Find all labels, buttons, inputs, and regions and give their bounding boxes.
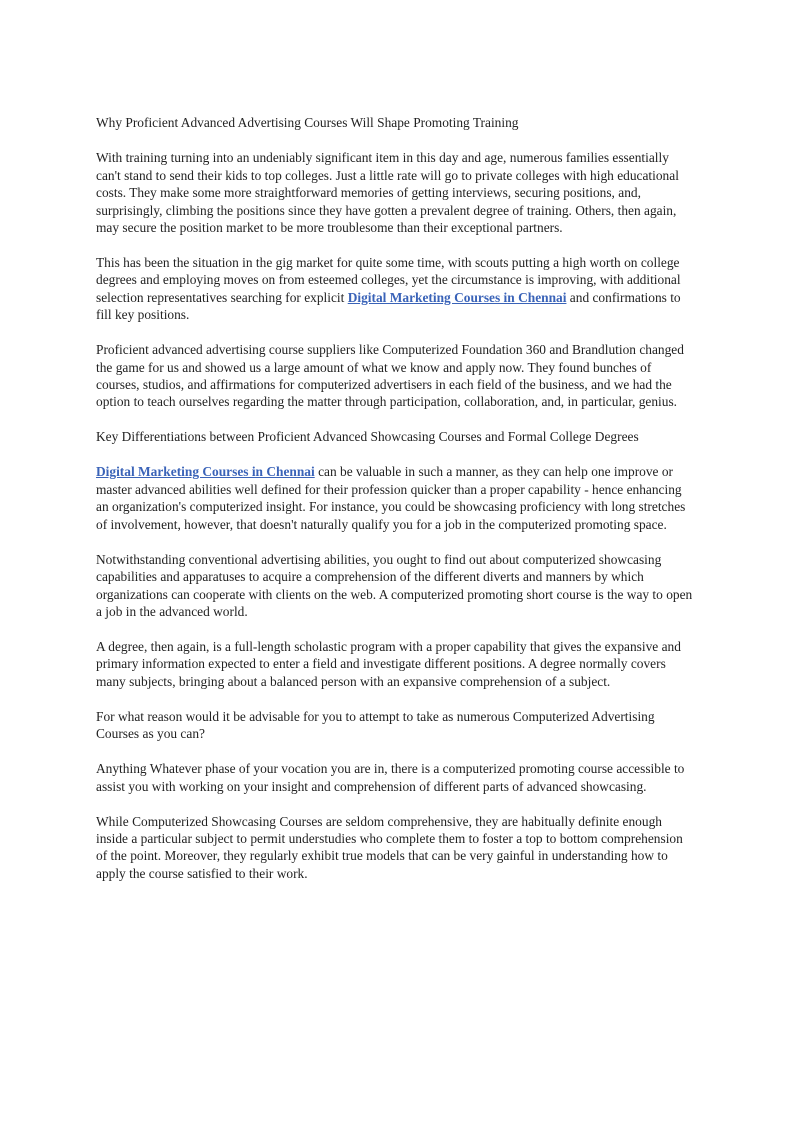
- paragraph-courses-value: [96, 463, 696, 533]
- paragraph-degree: A degree, then again, is a full-length scholastic program with a proper capability that gives the expansive and primary information expected to enter a field and investigate different positions. A degree normally covers many subjects, bringing about a balanced person with an expansive comprehension of a subject.: [96, 638, 681, 689]
- section-heading-differentiations: Key Differentiations between Proficient Advanced Showcasing Courses and Formal College Degrees: [96, 429, 639, 445]
- paragraph-comprehensive: While Computerized Showcasing Courses are seldom comprehensive, they are habitually definite enough inside a particular subject to permit understudies who complete them to foster a top to bottom comprehension of the point. Moreover, they regularly exhibit true models that can be very gainful in understanding how to apply the course satisfied to their work.: [96, 813, 683, 881]
- paragraph-courses-value-text: can be valuable in such a manner, as they can help one improve or master advanced abilities well defined for their profession quicker than a proper capability - hence enhancing an organization's computerized insight. For instance, you could be showcasing proficiency with long stretches of involvement, however, that doesn't naturally qualify you for a job in the computerized promoting space.: [96, 464, 686, 532]
- paragraph-gig-market-text-end: and confirmations to fill key positions.: [96, 289, 681, 323]
- paragraph-vocation-phase: Anything Whatever phase of your vocation you are in, there is a computerized promoting course accessible to assist you with working on your insight and comprehension of different parts of advanced showcasing.: [96, 761, 685, 794]
- digital-marketing-courses-link-2[interactable]: Digital Marketing Courses in Chennai: [96, 464, 315, 480]
- document-title: Why Proficient Advanced Advertising Courses Will Shape Promoting Training: [96, 115, 519, 130]
- section-heading-reason: For what reason would it be advisable for you to attempt to take as numerous Computerized Advertising Courses as you can?: [96, 708, 655, 742]
- paragraph-gig-market: [96, 254, 696, 324]
- paragraph-conventional-abilities: Notwithstanding conventional advertising abilities, you ought to find out about computerized showcasing capabilities and apparatuses to acquire a comprehension of the different diverts and manners by which organizations can cooperate with clients on the web. A computerized promoting short course is the way to open a job in the advanced world.: [96, 551, 693, 619]
- digital-marketing-courses-link[interactable]: Digital Marketing Courses in Chennai: [347, 289, 567, 305]
- paragraph-gig-market-text-start: This has been the situation in the gig market for quite some time, with scouts putting a high worth on college degrees and employing moves on from esteemed colleges, yet the circumstance is improving, with additional selection representatives searching for explicit: [96, 255, 681, 305]
- paragraph-intro: With training turning into an undeniably significant item in this day and age, numerous families essentially can't stand to send their kids to top colleges. Just a little rate will go to private colleges with high educational costs. They make some more straightforward memories of getting interviews, securing positions, and, surprisingly, climbing the positions since they have gotten a prevalent degree of training. Others, then again, may secure the position market to be more troublesome than their exceptional partners.: [96, 150, 679, 236]
- document-body: [96, 114, 696, 900]
- paragraph-course-suppliers: Proficient advanced advertising course suppliers like Computerized Foundation 360 and Brandlution changed the game for us and showed us a large amount of what we know and apply now. They found bunches of courses, studios, and affirmations for computerized advertisers in each field of the business, and we had the option to teach ourselves regarding the matter through participation, collaboration, and, in particular, genius.: [96, 342, 684, 410]
